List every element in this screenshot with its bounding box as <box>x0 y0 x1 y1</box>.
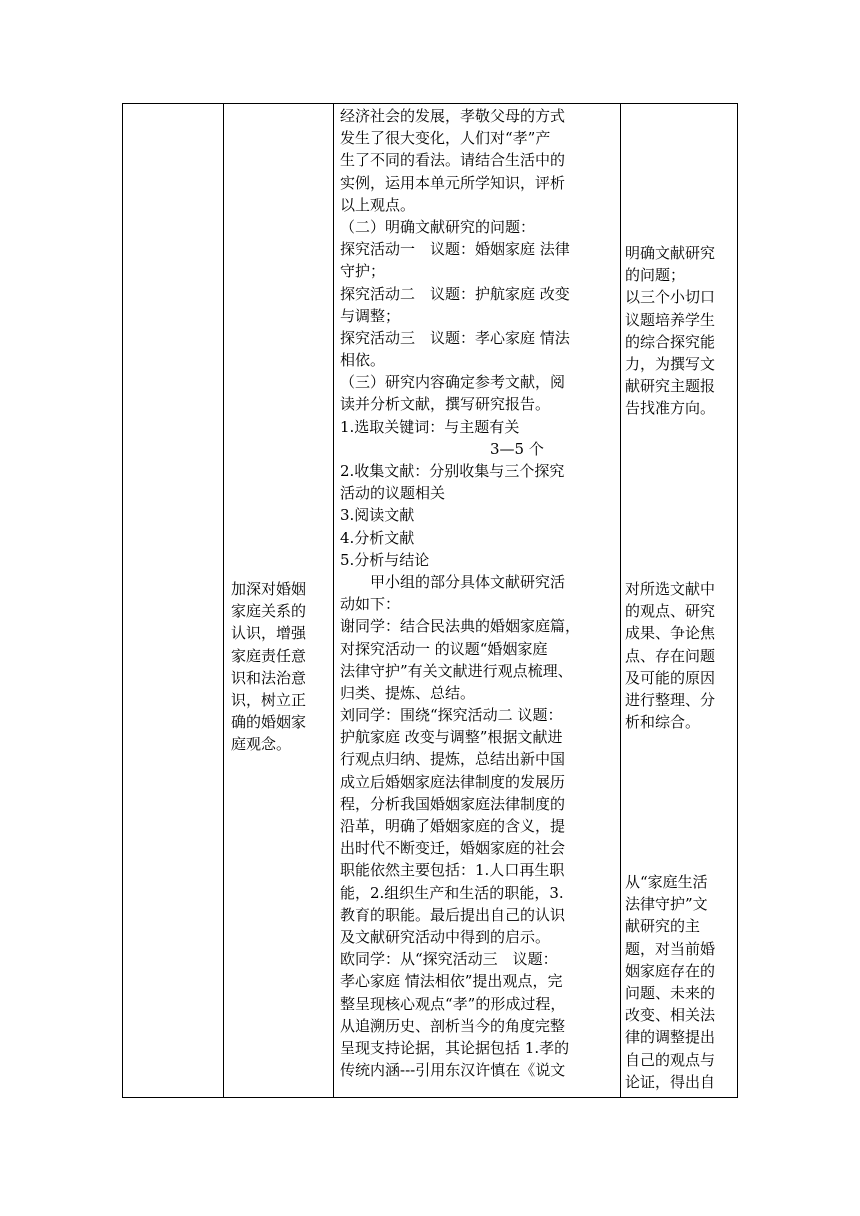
design-intent-line: 及可能的原因 <box>625 668 716 687</box>
design-intent-line: 律的调整提出 <box>625 1028 716 1047</box>
design-intent-line: 改变、相关法 <box>625 1006 716 1025</box>
process-line: 传统内涵---引用东汉许慎在《说文 <box>340 1061 566 1080</box>
process-line: 从追溯历史、剖析当今的角度完整 <box>340 1016 566 1035</box>
objective-cell <box>223 104 333 1097</box>
design-intent-cell <box>620 104 737 1097</box>
process-line: 守护； <box>340 262 386 281</box>
design-intent-line: 析和综合。 <box>625 713 701 732</box>
process-line: 孝心家庭 情法相依”提出观点，完 <box>340 972 563 991</box>
design-intent-line: 明确文献研究 <box>625 244 716 262</box>
process-line: 教育的职能。最后提出自己的认识 <box>340 905 566 924</box>
design-intent-line: 献研究主题报 <box>625 377 716 396</box>
design-intent-line: 对所选文献中 <box>625 580 716 598</box>
process-line: 整呈现核心观点“孝”的形成过程， <box>340 994 566 1013</box>
design-intent-line: 问题、未来的 <box>625 983 716 1002</box>
process-line: 沿革，明确了婚姻家庭的含义，提 <box>340 817 566 835</box>
process-line: 法律守护”有关文献进行观点梳理、 <box>340 661 573 680</box>
design-intent-line: 的问题； <box>625 266 686 285</box>
process-line: 2.收集文献：分别收集与三个探究 <box>340 462 565 480</box>
process-line: （三）研究内容确定参考文献，阅 <box>340 373 566 392</box>
objective-line: 家庭责任意 <box>231 646 307 665</box>
design-intent-line: 成果、争论焦 <box>625 624 716 643</box>
process-line: 对探究活动一 的议题“婚姻家庭 <box>340 639 548 658</box>
objective-line: 识和法治意 <box>231 668 307 687</box>
objective-line: 确的婚姻家 <box>231 713 307 732</box>
objective-line: 认识，增强 <box>231 624 307 643</box>
process-line: 探究活动一 议题：婚姻家庭 法律 <box>340 240 570 259</box>
process-line: 刘同学：围绕“探究活动二 议题： <box>340 706 563 725</box>
process-line: 及文献研究活动中得到的启示。 <box>340 927 551 946</box>
process-line: （二）明确文献研究的问题： <box>340 217 536 236</box>
process-line: 行观点归纳、提炼，总结出新中国 <box>340 750 566 769</box>
process-line: 活动的议题相关 <box>340 484 446 503</box>
process-line: 程，分析我国婚姻家庭法律制度的 <box>340 794 566 813</box>
process-line: 探究活动三 议题：孝心家庭 情法 <box>340 328 570 347</box>
process-line: 相依。 <box>340 351 386 370</box>
objective-line: 加深对婚姻 <box>231 580 307 598</box>
process-line: 护航家庭 改变与调整”根据文献进 <box>340 728 563 747</box>
design-intent-block-2 <box>625 578 737 733</box>
design-intent-block-3 <box>625 871 737 1093</box>
process-line: 5.分析与结论 <box>340 550 430 569</box>
process-line: 1.选取关键词：与主题有关 <box>340 417 520 436</box>
process-line: 读并分析文献，撰写研究报告。 <box>340 395 551 414</box>
process-line: 动如下： <box>340 595 401 614</box>
process-line: 能，2.组织生产和生活的职能，3. <box>340 883 564 902</box>
process-line: 呈现支持论据，其论据包括 1.孝的 <box>340 1038 570 1057</box>
process-line: 3.阅读文献 <box>340 506 415 525</box>
objective-line: 识，树立正 <box>231 690 307 709</box>
design-intent-block-1 <box>625 242 737 420</box>
process-line: 经济社会的发展，孝敬父母的方式 <box>340 107 566 125</box>
process-line: 与调整； <box>340 306 401 325</box>
process-line: 欧同学：从“探究活动三 议题： <box>340 950 558 969</box>
empty-first-column-cell <box>123 104 223 1097</box>
objective-line: 庭观念。 <box>231 735 292 754</box>
design-intent-line: 题，对当前婚 <box>625 939 716 958</box>
teaching-process-cell <box>333 104 620 1097</box>
process-line: 4.分析文献 <box>340 528 415 547</box>
design-intent-line: 法律守护”文 <box>625 895 708 914</box>
design-intent-line: 议题培养学生 <box>625 310 716 329</box>
lesson-plan-table <box>122 103 738 1098</box>
design-intent-line: 论证，得出自 <box>625 1072 716 1091</box>
process-line: 生了不同的看法。请结合生活中的 <box>340 151 566 170</box>
process-line: 成立后婚姻家庭法律制度的发展历 <box>340 772 566 791</box>
design-intent-line: 的观点、研究 <box>625 602 716 621</box>
process-line: 发生了很大变化，人们对“孝”产 <box>340 129 551 148</box>
process-line: 出时代不断变迁，婚姻家庭的社会 <box>340 839 566 858</box>
design-intent-line: 进行整理、分 <box>625 690 716 709</box>
objective-line: 家庭关系的 <box>231 602 307 621</box>
process-line: 以上观点。 <box>340 195 416 214</box>
design-intent-line: 告找准方向。 <box>625 399 716 418</box>
process-line: 谢同学：结合民法典的婚姻家庭篇， <box>340 617 581 636</box>
process-line: 实例，运用本单元所学知识，评析 <box>340 173 566 192</box>
process-line: 甲小组的部分具体文献研究活 <box>340 572 566 591</box>
process-line: 职能依然主要包括：1.人口再生职 <box>340 861 565 880</box>
design-intent-line: 力，为撰写文 <box>625 354 716 373</box>
design-intent-line: 自己的观点与 <box>625 1050 716 1069</box>
design-intent-line: 点、存在问题 <box>625 646 716 665</box>
design-intent-line: 姻家庭存在的 <box>625 961 716 980</box>
process-line: 归类、提炼、总结。 <box>340 683 476 702</box>
objective-text <box>231 578 333 756</box>
process-line: 3—5 个 <box>340 439 544 458</box>
design-intent-line: 献研究的主 <box>625 917 701 936</box>
design-intent-line: 从“家庭生活 <box>625 873 708 891</box>
design-intent-line: 以三个小切口 <box>625 288 716 307</box>
teaching-process-text <box>340 105 620 1081</box>
process-line: 探究活动二 议题：护航家庭 改变 <box>340 284 570 303</box>
design-intent-line: 的综合探究能 <box>625 332 716 351</box>
